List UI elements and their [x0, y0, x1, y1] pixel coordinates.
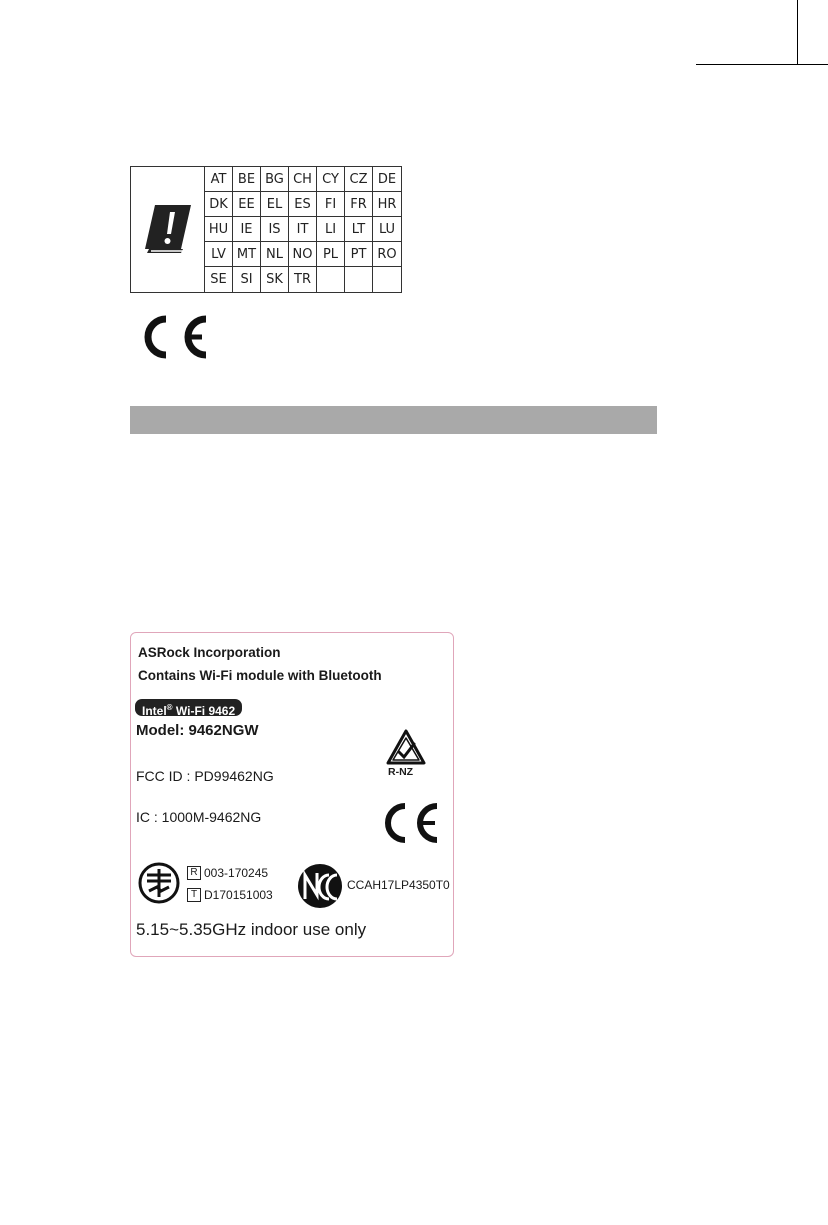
warning-cell [131, 167, 205, 292]
intel-wifi-badge [135, 699, 242, 716]
country-code-cell: FR [345, 192, 373, 217]
badge-registered-mark: ® [166, 703, 173, 712]
ce-mark-icon [134, 313, 210, 361]
r-box: R [187, 866, 201, 880]
country-code-cell: LT [345, 217, 373, 242]
country-code-cell: BG [261, 167, 289, 192]
country-code-cell: IT [289, 217, 317, 242]
badge-brand: Intel [142, 704, 167, 718]
country-code-cell: CZ [345, 167, 373, 192]
country-code-cell [317, 267, 345, 292]
country-restriction-table [130, 166, 402, 293]
country-code-cell: EE [233, 192, 261, 217]
ic-id: IC : 1000M-9462NG [136, 809, 262, 825]
crop-mark-vertical [797, 0, 798, 64]
ncc-number: CCAH17LP4350T0 [347, 878, 450, 892]
model-number: Model: 9462NGW [136, 722, 259, 739]
country-code-cell [373, 267, 401, 292]
country-code-cell: MT [233, 242, 261, 267]
country-code-cell: AT [205, 167, 233, 192]
country-code-cell: EL [261, 192, 289, 217]
country-code-cell: DK [205, 192, 233, 217]
country-code-cell: HR [373, 192, 401, 217]
country-code-grid [205, 167, 401, 292]
regulatory-label [130, 632, 454, 957]
section-header-bar [130, 406, 657, 434]
frequency-note: 5.15~5.35GHz indoor use only [136, 920, 367, 939]
country-code-cell: DE [373, 167, 401, 192]
rcm-mark-icon [386, 729, 426, 765]
warning-manual-icon [141, 199, 193, 257]
module-description: Contains Wi-Fi module with Bluetooth [138, 668, 382, 683]
country-code-cell: SE [205, 267, 233, 292]
country-code-cell: SK [261, 267, 289, 292]
country-code-cell: HU [205, 217, 233, 242]
country-code-cell: NO [289, 242, 317, 267]
ce-mark-label-icon [379, 801, 441, 845]
crop-mark-horizontal [696, 64, 828, 65]
country-code-cell: TR [289, 267, 317, 292]
country-code-cell: ES [289, 192, 317, 217]
country-code-cell: CH [289, 167, 317, 192]
t-box: T [187, 888, 201, 902]
fcc-id: FCC ID : PD99462NG [136, 768, 274, 784]
country-code-cell: RO [373, 242, 401, 267]
country-code-cell: IS [261, 217, 289, 242]
country-code-cell: IE [233, 217, 261, 242]
telec-mark-icon [137, 861, 181, 905]
country-code-cell: FI [317, 192, 345, 217]
country-code-cell: BE [233, 167, 261, 192]
country-code-cell: SI [233, 267, 261, 292]
country-code-cell: PT [345, 242, 373, 267]
country-code-cell: LU [373, 217, 401, 242]
country-code-cell [345, 267, 373, 292]
country-code-cell: LI [317, 217, 345, 242]
ncc-mark-icon [295, 861, 345, 911]
country-code-cell: LV [205, 242, 233, 267]
country-code-cell: PL [317, 242, 345, 267]
r-number: 003-170245 [204, 866, 269, 880]
country-code-cell: NL [261, 242, 289, 267]
company-name: ASRock Incorporation [138, 645, 281, 660]
rnz-text: R-NZ [388, 766, 414, 778]
t-number: D170151003 [204, 888, 273, 902]
country-code-cell: CY [317, 167, 345, 192]
badge-product: Wi-Fi 9462 [172, 704, 236, 718]
